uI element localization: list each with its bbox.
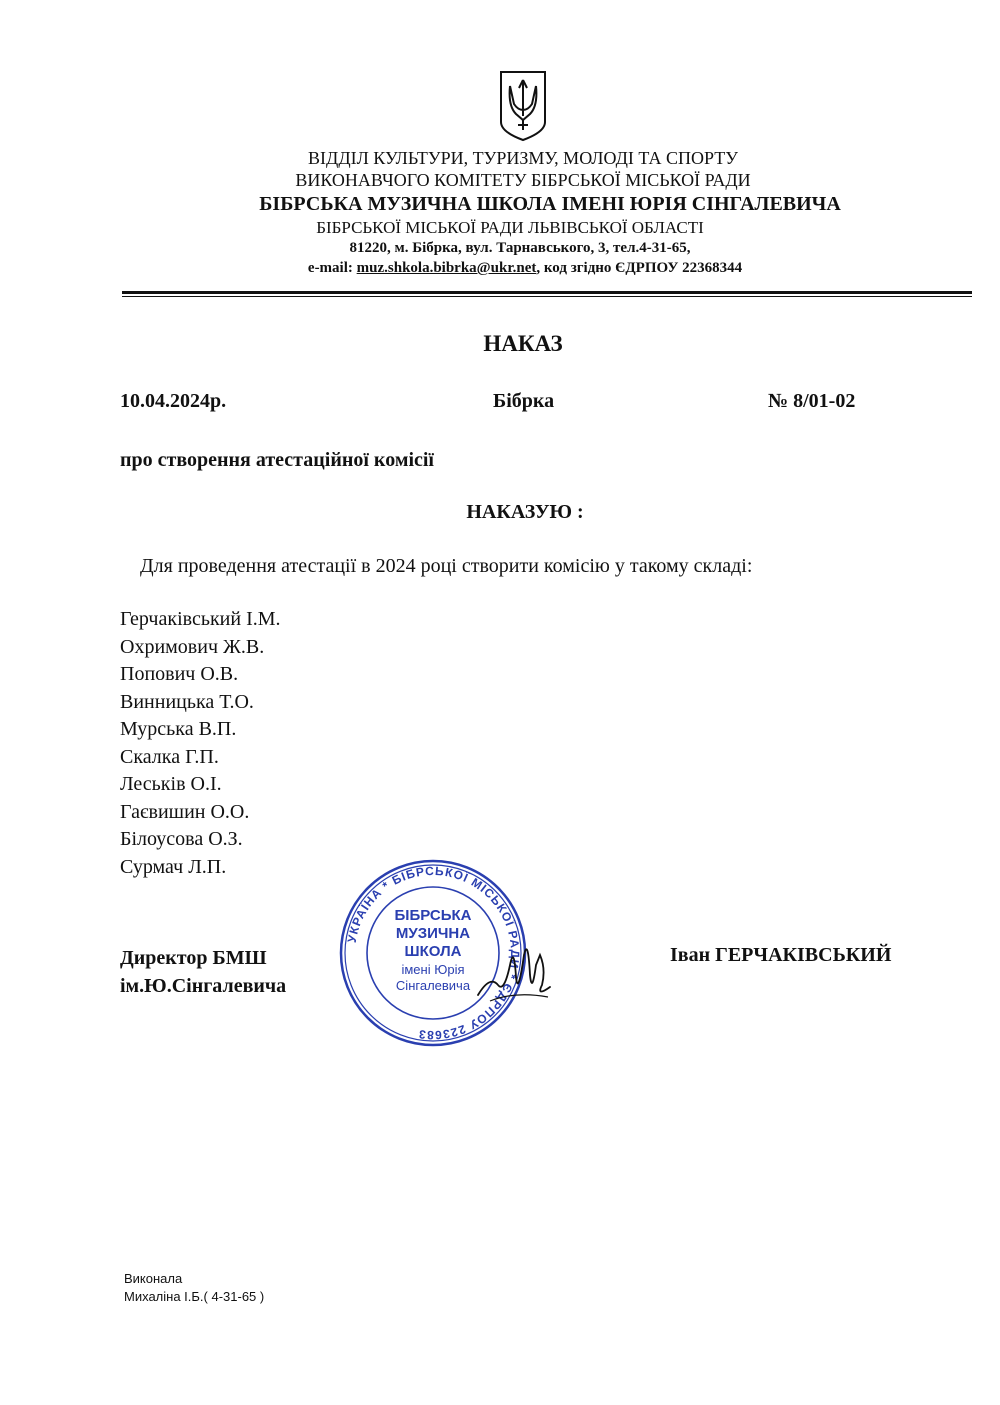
intro-paragraph: Для проведення атестації в 2024 році створити комісію у такому складі: bbox=[140, 555, 753, 577]
director-school: ім.Ю.Сінгалевича bbox=[120, 975, 287, 997]
document-subject: про створення атестаційної комісії bbox=[120, 449, 434, 471]
header-divider-thin bbox=[122, 296, 972, 297]
list-item: Попович О.В. bbox=[120, 663, 239, 685]
stamp-line: імені Юрія bbox=[401, 962, 465, 977]
stamp-line: Сінгалевича bbox=[395, 978, 471, 993]
commission-members-list bbox=[120, 606, 281, 881]
list-item: Білоусова О.З. bbox=[120, 828, 243, 850]
committee-line: ВИКОНАВЧОГО КОМІТЕТУ БІБРСЬКОЇ МІСЬКОЇ РАДИ bbox=[295, 170, 751, 190]
department-line: ВІДДІЛ КУЛЬТУРИ, ТУРИЗМУ, МОЛОДІ ТА СПОРТУ bbox=[308, 148, 738, 168]
contact-line bbox=[150, 260, 900, 277]
list-item: Герчаківський І.М. bbox=[120, 608, 281, 630]
coat-of-arms-icon bbox=[498, 70, 548, 142]
list-item: Винницька Т.О. bbox=[120, 690, 254, 713]
list-item: Леськів О.І. bbox=[120, 773, 222, 795]
stamp-line: ШКОЛА bbox=[404, 943, 462, 960]
list-item: Сурмач Л.П. bbox=[120, 855, 227, 878]
document-place: Бібрка bbox=[493, 390, 555, 412]
document-number: № 8/01-02 bbox=[768, 390, 856, 412]
executor-label: Виконала bbox=[124, 1271, 183, 1286]
order-heading: НАКАЗУЮ : bbox=[466, 501, 584, 523]
signer-name: Іван ГЕРЧАКІВСЬКИЙ bbox=[670, 944, 892, 966]
list-item: Охримович Ж.В. bbox=[120, 635, 265, 658]
executor-name: Михаліна І.Б.( 4-31-65 ) bbox=[124, 1289, 265, 1304]
email-link[interactable]: muz.shkola.bibrka@ukr.net bbox=[356, 260, 537, 276]
document-date: 10.04.2024р. bbox=[120, 390, 227, 412]
email-label: e-mail: bbox=[307, 260, 353, 276]
document-title: НАКАЗ bbox=[483, 331, 563, 356]
handwritten-signature bbox=[470, 925, 560, 1015]
list-item: Мурська В.П. bbox=[120, 718, 237, 740]
council-line: БІБРСЬКОЇ МІСЬКОЇ РАДИ ЛЬВІВСЬКОЇ ОБЛАСТІ bbox=[316, 218, 704, 237]
school-name: БІБРСЬКА МУЗИЧНА ШКОЛА ІМЕНІ ЮРІЯ СІНГАЛЕВИЧА bbox=[259, 193, 841, 215]
address-line: 81220, м. Бібрка, вул. Тарнавського, 3, тел.4-31-65, bbox=[349, 240, 691, 256]
edrpou-text: , код згідно ЄДРПОУ 22368344 bbox=[536, 260, 743, 276]
executor-block bbox=[124, 1270, 264, 1306]
director-position bbox=[120, 944, 286, 1000]
list-item: Гаєвишин О.О. bbox=[120, 800, 250, 823]
stamp-line: МУЗИЧНА bbox=[395, 925, 471, 942]
stamp-ring-text: УКРАЇНА * БІБРСЬКОЇ МІСЬКОЇ РАДИ * ЄДРПОУ 223683 bbox=[344, 863, 523, 1043]
stamp-line: БІБРСЬКА bbox=[394, 907, 472, 924]
director-title: Директор БМШ bbox=[120, 947, 267, 969]
header-divider-thick bbox=[122, 291, 972, 294]
list-item: Скалка Г.П. bbox=[120, 745, 219, 768]
